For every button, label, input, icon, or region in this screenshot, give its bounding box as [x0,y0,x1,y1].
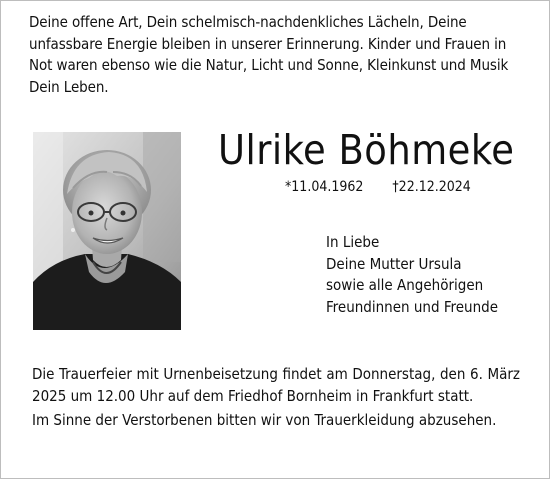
mourners-line: Freundinnen und Freunde [326,297,499,316]
mourners-line: sowie alle Angehörigen [326,276,484,294]
mourners-line: In Liebe [326,233,380,251]
mourners-list [326,232,498,318]
deceased-name: Ulrike Böhmeke [218,126,515,174]
life-dates [285,178,471,196]
service-info [32,364,520,432]
portrait-photo [33,132,181,330]
birth-date: *11.04.1962 [285,179,364,195]
mourners-line: Deine Mutter Ursula [326,254,462,273]
dress-request: Im Sinne der Verstorbenen bitten wir von Trauerkleidung abzusehen. [32,411,497,429]
service-details: Die Trauerfeier mit Urnenbeisetzung findet am Donnerstag, den 6. März 2025 um 12.00 Uhr auf dem Friedhof Bornheim in Frankfurt statt. [32,365,520,405]
intro-text: Deine offene Art, Dein schelmisch-nachdenkliches Lächeln, Deine unfassbare Energie bleiben in unserer Erinnerung. Kinder und Frauen in Not waren ebenso wie die Natur, Licht und Sonne, Kleinkunst und Musik Dein Leben. [29,13,509,96]
death-date: †22.12.2024 [392,179,471,195]
